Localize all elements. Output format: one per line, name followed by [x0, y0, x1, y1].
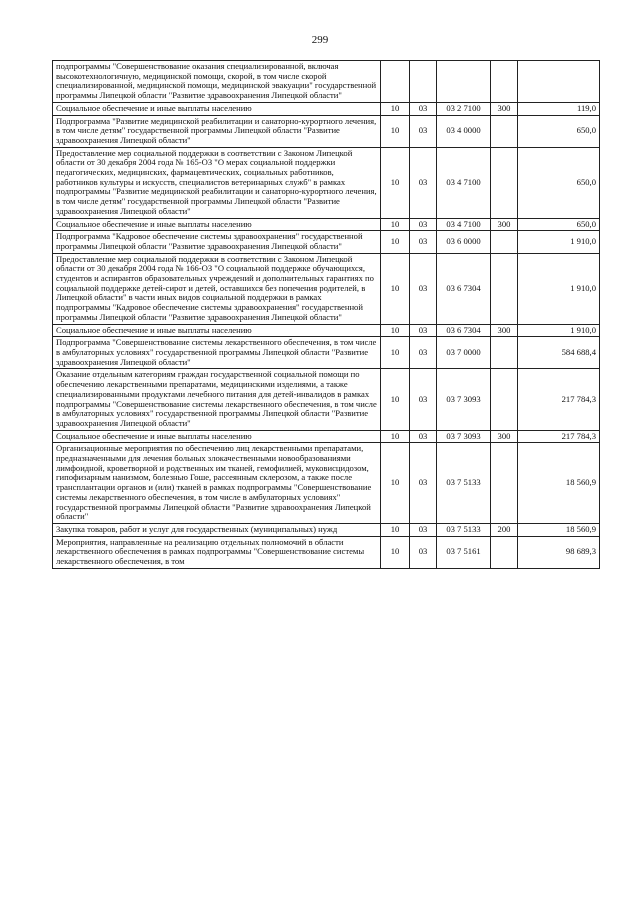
amount: 1 910,0	[518, 253, 600, 324]
section-code: 10	[381, 369, 410, 430]
amount: 1 910,0	[518, 324, 600, 337]
section-code: 10	[381, 218, 410, 231]
table-row	[53, 369, 600, 430]
row-description: Подпрограмма "Кадровое обеспечение системы здравоохранения" государственной программы Липецкой области "Развитие здравоохранения Липецкой области"	[53, 231, 381, 253]
table-row	[53, 443, 600, 524]
target-article-code: 03 2 7100	[437, 102, 491, 115]
amount: 584 688,4	[518, 337, 600, 369]
expense-type-code	[491, 231, 518, 253]
target-article-code: 03 7 0000	[437, 337, 491, 369]
section-code: 10	[381, 523, 410, 536]
subsection-code: 03	[410, 102, 437, 115]
amount: 98 689,3	[518, 536, 600, 568]
table-row	[53, 231, 600, 253]
table-row	[53, 218, 600, 231]
amount: 217 784,3	[518, 369, 600, 430]
section-code: 10	[381, 253, 410, 324]
expense-type-code: 300	[491, 218, 518, 231]
expense-type-code	[491, 443, 518, 524]
row-description: Мероприятия, направленные на реализацию отдельных полномочий в области лекарственного обеспечения в рамках подпрограммы "Совершенствование системы лекарственного обеспечения, в том	[53, 536, 381, 568]
row-description: Социальное обеспечение и иные выплаты населению	[53, 218, 381, 231]
amount: 1 910,0	[518, 231, 600, 253]
row-description: Предоставление мер социальной поддержки в соответствии с Законом Липецкой области от 30 декабря 2004 года № 166-ОЗ "О социальной поддержке обучающихся, студентов и аспирантов образовательных учреждений и дополнительных гарантиях по социальной поддержке детей-сирот и детей, оставшихся без попечения родителей, в Липецкой области" в части иных видов социальной поддержки в рамках подпрограммы "Кадровое обеспечение системы здравоохранения" государственной программы Липецкой области "Развитие здравоохранения Липецкой области"	[53, 253, 381, 324]
table-row	[53, 523, 600, 536]
expense-type-code: 200	[491, 523, 518, 536]
target-article-code: 03 4 0000	[437, 115, 491, 147]
section-code: 10	[381, 115, 410, 147]
expense-type-code	[491, 369, 518, 430]
row-description: Организационные мероприятия по обеспечению лиц лекарственными препаратами, предназначенными для лечения больных злокачественными новообразованиями лимфоидной, кроветворной и родственных им тканей, гемофилией, муковисцидозом, гипофизарным нанизмом, болезнью Гоше, рассеянным склерозом, а также после трансплантации органов и (или) тканей в рамках подпрограммы "Совершенствование системы лекарственного обеспечения, в том числе в амбулаторных условиях" государственной программы Липецкой области "Развитие здравоохранения Липецкой области"	[53, 443, 381, 524]
subsection-code: 03	[410, 324, 437, 337]
subsection-code: 03	[410, 231, 437, 253]
amount: 119,0	[518, 102, 600, 115]
table-row	[53, 253, 600, 324]
expense-type-code	[491, 253, 518, 324]
expense-type-code	[491, 61, 518, 103]
subsection-code: 03	[410, 115, 437, 147]
subsection-code: 03	[410, 253, 437, 324]
section-code: 10	[381, 324, 410, 337]
section-code: 10	[381, 147, 410, 218]
amount: 650,0	[518, 147, 600, 218]
target-article-code: 03 7 3093	[437, 369, 491, 430]
budget-table	[52, 60, 600, 569]
row-description: Закупка товаров, работ и услуг для государственных (муниципальных) нужд	[53, 523, 381, 536]
expense-type-code: 300	[491, 430, 518, 443]
expense-type-code	[491, 115, 518, 147]
table-row	[53, 61, 600, 103]
subsection-code: 03	[410, 218, 437, 231]
subsection-code: 03	[410, 337, 437, 369]
target-article-code: 03 7 5133	[437, 443, 491, 524]
target-article-code: 03 4 7100	[437, 218, 491, 231]
subsection-code: 03	[410, 147, 437, 218]
expense-type-code	[491, 147, 518, 218]
section-code: 10	[381, 337, 410, 369]
table-row	[53, 536, 600, 568]
page-number: 299	[311, 34, 329, 46]
amount: 650,0	[518, 115, 600, 147]
section-code: 10	[381, 430, 410, 443]
expense-type-code: 300	[491, 102, 518, 115]
target-article-code: 03 7 5133	[437, 523, 491, 536]
table-row	[53, 115, 600, 147]
amount: 18 560,9	[518, 523, 600, 536]
target-article-code	[437, 61, 491, 103]
target-article-code: 03 6 0000	[437, 231, 491, 253]
row-description: Подпрограмма "Совершенствование системы лекарственного обеспечения, в том числе в амбулаторных условиях" государственной программы Липецкой области "Развитие здравоохранения Липецкой области"	[53, 337, 381, 369]
row-description: подпрограммы "Совершенствование оказания специализированной, включая высокотехнологичную, медицинской помощи, скорой, в том числе скорой специализированной, медицинской помощи, медицинской эвакуации" государственной программы Липецкой области "Развитие здравоохранения Липецкой области"	[53, 61, 381, 103]
expense-type-code: 300	[491, 324, 518, 337]
expense-type-code	[491, 536, 518, 568]
table-row	[53, 147, 600, 218]
subsection-code: 03	[410, 430, 437, 443]
row-description: Подпрограмма "Развитие медицинской реабилитации и санаторно-курортного лечения, в том числе детям" государственной программы Липецкой области "Развитие здравоохранения Липецкой области"	[53, 115, 381, 147]
subsection-code: 03	[410, 369, 437, 430]
section-code: 10	[381, 102, 410, 115]
row-description: Социальное обеспечение и иные выплаты населению	[53, 102, 381, 115]
expense-type-code	[491, 337, 518, 369]
row-description: Оказание отдельным категориям граждан государственной социальной помощи по обеспечению лекарственными препаратами, медицинскими изделиями, а также специализированными продуктами лечебного питания для детей-инвалидов в рамках подпрограммы "Совершенствование системы лекарственного обеспечения, в том числе в амбулаторных условиях" государственной программы Липецкой области "Развитие здравоохранения Липецкой области"	[53, 369, 381, 430]
row-description: Социальное обеспечение и иные выплаты населению	[53, 324, 381, 337]
amount: 18 560,9	[518, 443, 600, 524]
section-code: 10	[381, 536, 410, 568]
row-description: Социальное обеспечение и иные выплаты населению	[53, 430, 381, 443]
target-article-code: 03 4 7100	[437, 147, 491, 218]
section-code	[381, 61, 410, 103]
table-row	[53, 102, 600, 115]
target-article-code: 03 7 3093	[437, 430, 491, 443]
target-article-code: 03 7 5161	[437, 536, 491, 568]
target-article-code: 03 6 7304	[437, 324, 491, 337]
amount: 217 784,3	[518, 430, 600, 443]
subsection-code: 03	[410, 443, 437, 524]
target-article-code: 03 6 7304	[437, 253, 491, 324]
section-code: 10	[381, 231, 410, 253]
amount	[518, 61, 600, 103]
amount: 650,0	[518, 218, 600, 231]
row-description: Предоставление мер социальной поддержки в соответствии с Законом Липецкой области от 30 декабря 2004 года № 165-ОЗ "О мерах социальной поддержки педагогических, медицинских, фармацевтических, социальных работников, работников культуры и искусств, специалистов ветеринарных служб" в рамках подпрограммы "Развитие медицинской реабилитации и санаторно-курортного лечения, в том числе детям" государственной программы Липецкой области "Развитие здравоохранения Липецкой области"	[53, 147, 381, 218]
table-row	[53, 337, 600, 369]
table-row	[53, 430, 600, 443]
subsection-code	[410, 61, 437, 103]
subsection-code: 03	[410, 536, 437, 568]
table-row	[53, 324, 600, 337]
subsection-code: 03	[410, 523, 437, 536]
section-code: 10	[381, 443, 410, 524]
